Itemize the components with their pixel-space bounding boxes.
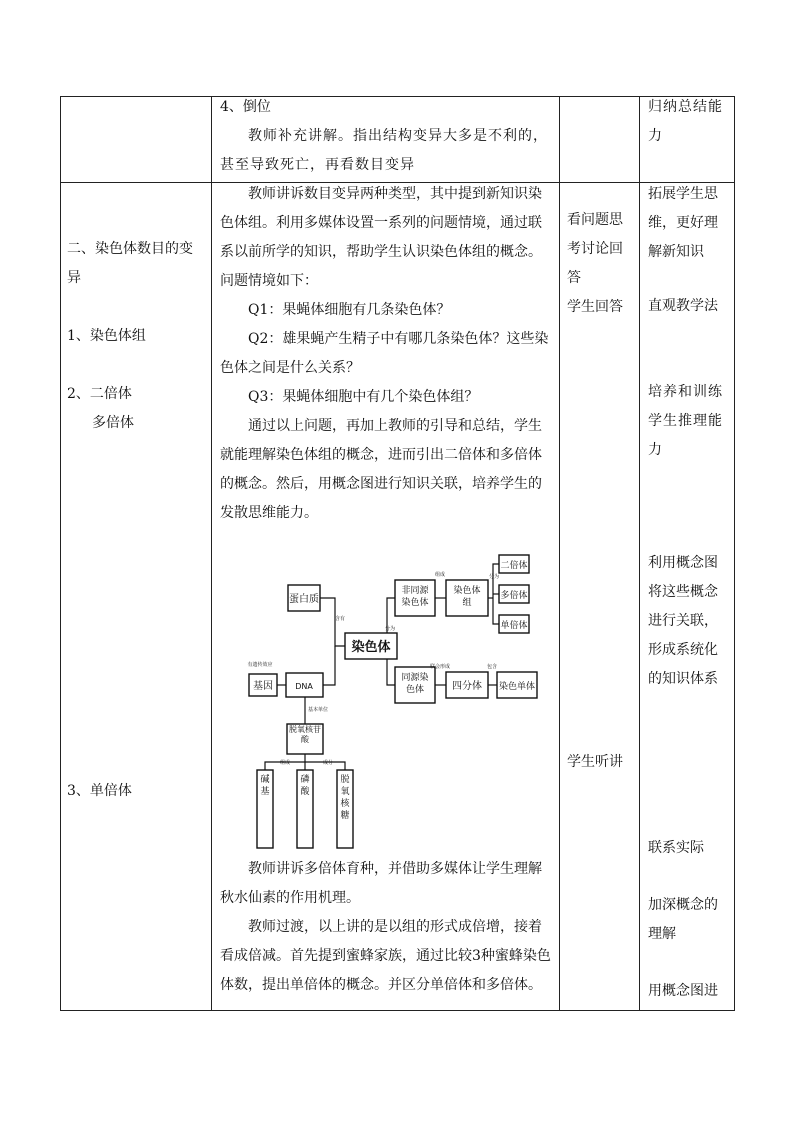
inversion-text bbox=[220, 122, 550, 180]
edge-label-contain: 含有 bbox=[334, 616, 346, 622]
item-chromosome-set: 1、染色体组 bbox=[67, 328, 146, 344]
question-1: Q1：果蝇体细胞有几条染色体？ bbox=[248, 302, 451, 318]
node-haploid: 单倍体 bbox=[500, 621, 528, 631]
aim-expand-line2: 维，更好理 bbox=[648, 215, 718, 231]
aim-concept-map-use: 用概念图进 bbox=[648, 983, 718, 999]
node-deoxynucleotide: 脱氧核苷酸 bbox=[289, 725, 321, 744]
edge-label-basic-unit: 基本单位 bbox=[307, 707, 329, 713]
node-chromosome: 染色体 bbox=[351, 640, 391, 655]
haploid-paragraph: 教师过渡，以上讲的是以组的形式成倍增，接着看成倍减。首先提到蜜蜂家族，通过比较3种蜜蜂染色体数，提出单倍体的概念。并区分单倍体和多倍体。 bbox=[220, 919, 551, 993]
aim-connect-reality: 联系实际 bbox=[648, 840, 704, 856]
question-3: Q3：果蝇体细胞中有几个染色体组？ bbox=[248, 389, 479, 405]
aim-concept-map-line4: 形成系统化 bbox=[648, 642, 718, 658]
main-text-block-2 bbox=[220, 855, 554, 1000]
node-protein: 蛋白质 bbox=[289, 594, 319, 605]
link-dna bbox=[323, 646, 335, 685]
edge-label-component: 成分 bbox=[322, 760, 334, 766]
aim-summary-line1: 归纳总结能 bbox=[648, 99, 723, 115]
aim-reasoning-line2: 学生推理能 bbox=[648, 413, 723, 429]
student-answer: 学生回答 bbox=[567, 299, 623, 315]
aim-reasoning-line3: 力 bbox=[648, 442, 662, 458]
aim-reasoning-line1: 培养和训练 bbox=[648, 384, 723, 400]
edge-label-compose: 组成 bbox=[434, 572, 446, 578]
item-haploid: 3、单倍体 bbox=[67, 783, 132, 799]
node-chromatid: 染色单体 bbox=[498, 682, 536, 692]
student-think-line3: 答 bbox=[567, 270, 581, 286]
link-diploid bbox=[493, 564, 499, 598]
intro-paragraph: 教师讲诉数目变异两种类型，其中提到新知识染色体组。利用多媒体设置一系列的问题情境，通过联系以前所学的知识，帮助学生认识染色体组的概念。问题情境如下： bbox=[220, 186, 542, 289]
edge-label-pair: 联会形成 bbox=[429, 664, 451, 670]
aim-concept-map-line2: 将这些概念 bbox=[648, 584, 718, 600]
edge-label-genetic-effect: 有遗传效应 bbox=[247, 662, 273, 668]
item-polyploid: 多倍体 bbox=[92, 415, 134, 431]
table-col-divider-3 bbox=[639, 96, 640, 1011]
aim-concept-map-line3: 进行关联， bbox=[648, 613, 718, 629]
table-border-top bbox=[60, 96, 735, 97]
inversion-paragraph: 教师补充讲解。指出结构变异大多是不利的，甚至导致死亡，再看数目变异 bbox=[220, 128, 548, 173]
node-nonhomologous: 非同源染色体 bbox=[401, 586, 429, 608]
concept-map bbox=[240, 548, 540, 853]
aim-deepen-line1: 加深概念的 bbox=[648, 897, 718, 913]
main-text-block bbox=[220, 180, 554, 528]
node-base: 碱基 bbox=[260, 775, 270, 797]
node-deoxyribose: 脱氧核糖 bbox=[340, 775, 350, 821]
edge-label-divide: 分为 bbox=[384, 626, 396, 632]
question-2: Q2：雄果蝇产生精子中有哪几条染色体？这些染色体之间是什么关系？ bbox=[220, 331, 549, 376]
aim-concept-map-line5: 的知识体系 bbox=[648, 671, 718, 687]
aim-concept-map-line1: 利用概念图 bbox=[648, 555, 718, 571]
node-tetrad: 四分体 bbox=[452, 681, 482, 692]
aim-expand-line1: 拓展学生思 bbox=[648, 186, 718, 202]
node-phosphate: 磷酸 bbox=[300, 775, 310, 797]
table-border-bottom bbox=[60, 1010, 735, 1011]
student-think-line2: 考讨论回 bbox=[567, 241, 623, 257]
node-diploid: 二倍体 bbox=[500, 561, 528, 571]
node-dna: DNA bbox=[295, 682, 313, 691]
edge-label-divide-2: 分为 bbox=[488, 574, 500, 580]
inversion-title: 4、倒位 bbox=[220, 99, 271, 115]
aim-expand-line3: 解新知识 bbox=[648, 244, 704, 260]
node-gene: 基因 bbox=[253, 681, 273, 692]
aim-summary-line2: 力 bbox=[648, 128, 662, 144]
student-think-line1: 看问题思 bbox=[567, 212, 623, 228]
summary-paragraph: 通过以上问题，再加上教师的引导和总结，学生就能理解染色体组的概念，进而引出二倍体和多倍体的概念。然后，用概念图进行知识关联，培养学生的发散思维能力。 bbox=[220, 418, 542, 521]
item-diploid: 2、二倍体 bbox=[67, 386, 132, 402]
student-listen: 学生听讲 bbox=[567, 754, 623, 770]
table-col-divider-1 bbox=[211, 96, 212, 1011]
table-col-divider-2 bbox=[559, 96, 560, 1011]
node-homologous: 同源染色体 bbox=[401, 673, 429, 695]
edge-label-include: 包含 bbox=[486, 664, 498, 670]
polyploid-paragraph: 教师讲诉多倍体育种，并借助多媒体让学生理解秋水仙素的作用机理。 bbox=[220, 861, 542, 906]
aim-deepen-line2: 理解 bbox=[648, 926, 676, 942]
node-chromosome-set: 染色体组 bbox=[453, 586, 481, 608]
aim-intuitive-teaching: 直观教学法 bbox=[648, 298, 718, 314]
table-border-right bbox=[734, 96, 735, 1011]
link-haploid bbox=[493, 598, 499, 624]
link-protein bbox=[320, 598, 345, 646]
section-heading-line1: 二、染色体数目的变 bbox=[67, 241, 193, 257]
node-polyploid: 多倍体 bbox=[500, 591, 528, 601]
edge-label-part: 组成 bbox=[279, 760, 291, 766]
table-border-left bbox=[60, 96, 61, 1011]
section-heading-line2: 异 bbox=[67, 270, 81, 286]
